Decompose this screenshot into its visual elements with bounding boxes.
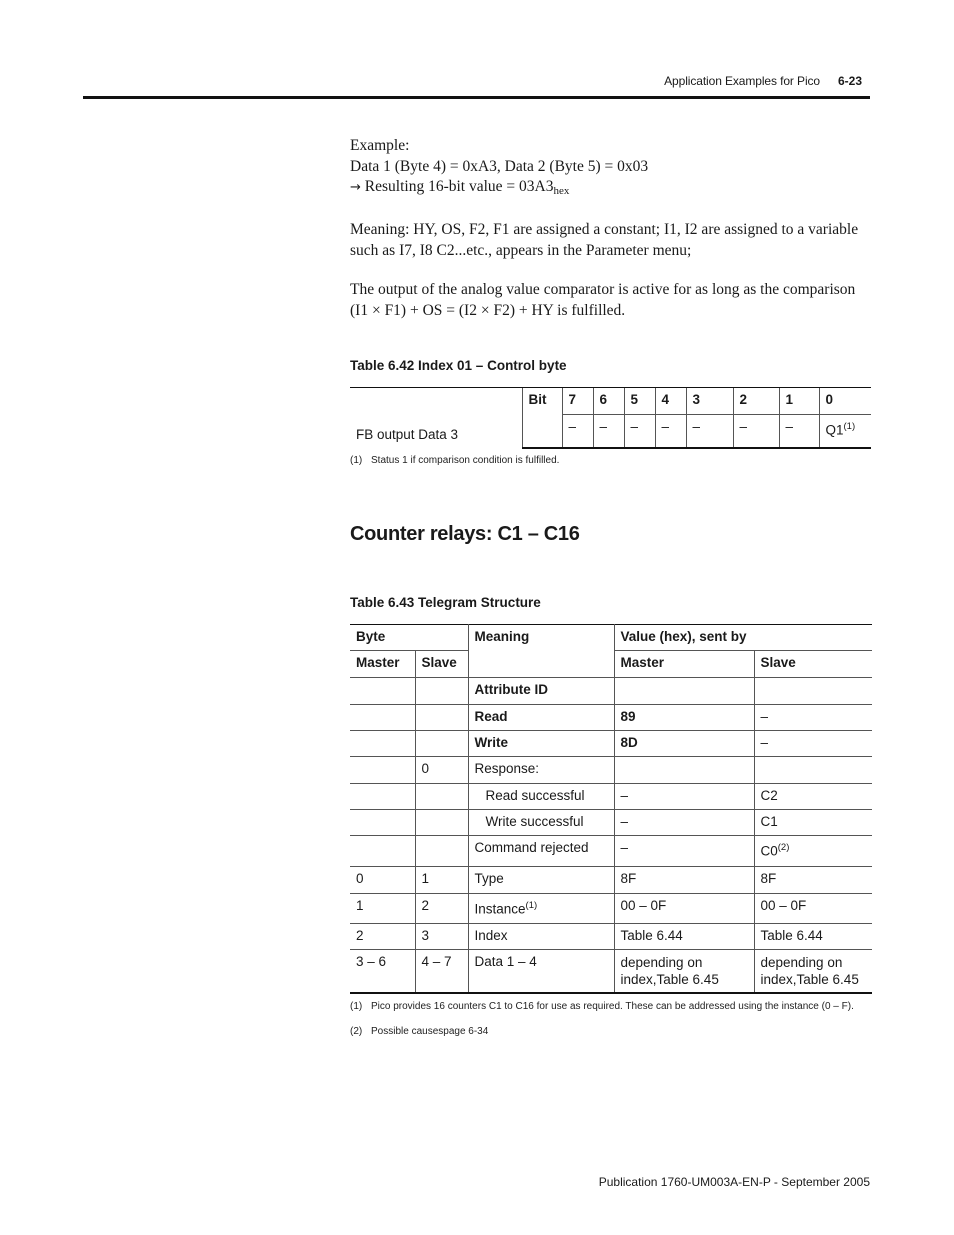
cell-master: 3 – 6 — [350, 950, 415, 993]
c0-footnote-ref: (2) — [777, 842, 790, 853]
cell-meaning: Write — [468, 731, 614, 757]
table-row — [350, 784, 872, 810]
q1-footnote-ref: (1) — [843, 421, 856, 432]
cell-slave: 3 — [415, 924, 468, 950]
bit-2-value: – — [733, 415, 779, 448]
cell-slave — [415, 678, 468, 705]
table-row — [350, 924, 872, 950]
cell-value-slave: C1 — [754, 810, 872, 836]
cell-value-master: 8D — [614, 731, 754, 757]
bit-4-value: – — [655, 415, 686, 448]
table1-caption: Table 6.42 Index 01 – Control byte — [350, 358, 567, 373]
cell-value-slave — [754, 950, 872, 993]
cell-meaning: Type — [468, 867, 614, 894]
bit-6-value: – — [593, 415, 624, 448]
bit-5-value: – — [624, 415, 655, 448]
cell-slave — [415, 810, 468, 836]
cell-slave — [415, 784, 468, 810]
bit-1-value: – — [779, 415, 819, 448]
table2-footnote-2 — [350, 1026, 488, 1037]
cell-meaning: Attribute ID — [468, 678, 614, 705]
cell-master — [350, 731, 415, 757]
table-row — [350, 757, 872, 784]
table-row — [350, 894, 872, 924]
cell-master — [350, 810, 415, 836]
table-row — [350, 867, 872, 894]
cell-value-master — [614, 950, 754, 993]
example-result-line — [350, 177, 870, 202]
cell-value-slave: Table 6.44 — [754, 924, 872, 950]
example-data-line: Data 1 (Byte 4) = 0xA3, Data 2 (Byte 5) = 0x03 — [350, 157, 649, 175]
header-meaning: Meaning — [468, 625, 614, 678]
cell-value-slave — [754, 836, 872, 867]
footnote-text: Possible causespage 6-34 — [371, 1026, 489, 1037]
cell-master — [350, 678, 415, 705]
control-byte-table — [350, 387, 871, 449]
footnote-text: Pico provides 16 counters C1 to C16 for use as required. These can be addressed using the instance (0 – F). — [371, 1001, 854, 1012]
cell-value-slave: – — [754, 705, 872, 731]
cell-meaning: Data 1 – 4 — [468, 950, 614, 993]
cell-meaning — [468, 894, 614, 924]
cell-slave: 1 — [415, 867, 468, 894]
header-master: Master — [350, 651, 415, 678]
cell-value-master: 89 — [614, 705, 754, 731]
instance-footnote-ref: (1) — [525, 900, 538, 911]
bit-5: 5 — [624, 388, 655, 415]
cell-value-master: 8F — [614, 867, 754, 894]
cell-value-slave — [754, 678, 872, 705]
cell-slave — [415, 705, 468, 731]
table-row — [350, 705, 872, 731]
cell-master — [350, 705, 415, 731]
value-slave-line1: depending on — [760, 955, 843, 970]
table2-footnote-1 — [350, 1001, 854, 1012]
cell-value-slave: 00 – 0F — [754, 894, 872, 924]
bit-6: 6 — [593, 388, 624, 415]
table-row — [350, 678, 872, 705]
table-row — [350, 950, 872, 993]
example-result-subscript: hex — [553, 185, 570, 197]
row-label: FB output Data 3 — [350, 388, 522, 448]
page-number: 6-23 — [838, 74, 863, 88]
bit-0-value — [819, 415, 871, 448]
bit-2: 2 — [733, 388, 779, 415]
header-value-slave: Slave — [754, 651, 872, 678]
cell-value-slave: – — [754, 731, 872, 757]
value-master-line2: index,Table 6.45 — [620, 972, 719, 987]
table-row — [350, 810, 872, 836]
running-header-title: Application Examples for Pico — [664, 74, 820, 88]
telegram-structure-table — [350, 624, 872, 994]
cell-value-master: Table 6.44 — [614, 924, 754, 950]
cell-value-master: – — [614, 810, 754, 836]
header-rule — [83, 96, 870, 99]
section-title: Counter relays: C1 – C16 — [350, 523, 580, 545]
table-row — [350, 836, 872, 867]
table1-footnote — [350, 455, 559, 466]
output-paragraph: The output of the analog value comparator is active for as long as the comparison (I1 × F1) + OS = (I2 × F2) + HY is fulfilled. — [350, 281, 856, 319]
cell-master — [350, 757, 415, 784]
cell-meaning: Write successful — [468, 810, 614, 836]
bit-0: 0 — [819, 388, 871, 415]
cell-slave — [415, 731, 468, 757]
arrow-icon: → — [350, 180, 361, 195]
bit-1: 1 — [779, 388, 819, 415]
bit-7-value: – — [562, 415, 593, 448]
cell-value-slave: 8F — [754, 867, 872, 894]
header-byte: Byte — [350, 625, 468, 651]
c0-text: C0 — [760, 843, 778, 859]
table2-caption: Table 6.43 Telegram Structure — [350, 595, 541, 610]
q1-text: Q1 — [825, 422, 844, 438]
cell-value-slave: C2 — [754, 784, 872, 810]
footnote-number: (1) — [350, 455, 363, 466]
example-label: Example: — [350, 137, 410, 154]
cell-meaning: Read successful — [468, 784, 614, 810]
header-value-master: Master — [614, 651, 754, 678]
cell-master — [350, 836, 415, 867]
cell-master: 1 — [350, 894, 415, 924]
cell-value-master: 00 – 0F — [614, 894, 754, 924]
bit-header: Bit — [522, 388, 562, 448]
value-master-line1: depending on — [620, 955, 703, 970]
cell-value-slave — [754, 757, 872, 784]
header-value: Value (hex), sent by — [614, 625, 872, 651]
meaning-paragraph: Meaning: HY, OS, F2, F1 are assigned a constant; I1, I2 are assigned to a variable such as I7, I8 C2...etc., appears in the Parameter menu; — [350, 221, 859, 259]
cell-meaning: Response: — [468, 757, 614, 784]
cell-slave: 0 — [415, 757, 468, 784]
cell-master: 0 — [350, 867, 415, 894]
instance-text: Instance — [474, 901, 526, 917]
cell-meaning: Read — [468, 705, 614, 731]
bit-3: 3 — [686, 388, 733, 415]
cell-master: 2 — [350, 924, 415, 950]
value-slave-line2: index,Table 6.45 — [760, 972, 859, 987]
cell-meaning: Index — [468, 924, 614, 950]
cell-master — [350, 784, 415, 810]
bit-3-value: – — [686, 415, 733, 448]
footnote-number: (2) — [350, 1026, 363, 1037]
table-row — [350, 731, 872, 757]
cell-slave: 2 — [415, 894, 468, 924]
publication-footer: Publication 1760-UM003A-EN-P - September 2005 — [598, 1175, 870, 1189]
cell-value-master: – — [614, 784, 754, 810]
cell-value-master — [614, 757, 754, 784]
footnote-text: Status 1 if comparison condition is fulfilled. — [371, 455, 560, 466]
footnote-number: (1) — [350, 1001, 363, 1012]
header-slave: Slave — [415, 651, 468, 678]
cell-value-master: – — [614, 836, 754, 867]
cell-slave — [415, 836, 468, 867]
bit-7: 7 — [562, 388, 593, 415]
cell-slave: 4 – 7 — [415, 950, 468, 993]
bit-4: 4 — [655, 388, 686, 415]
cell-value-master — [614, 678, 754, 705]
example-block — [350, 136, 870, 202]
example-result-text: Resulting 16-bit value = 03A3 — [364, 178, 554, 195]
cell-meaning: Command rejected — [468, 836, 614, 867]
